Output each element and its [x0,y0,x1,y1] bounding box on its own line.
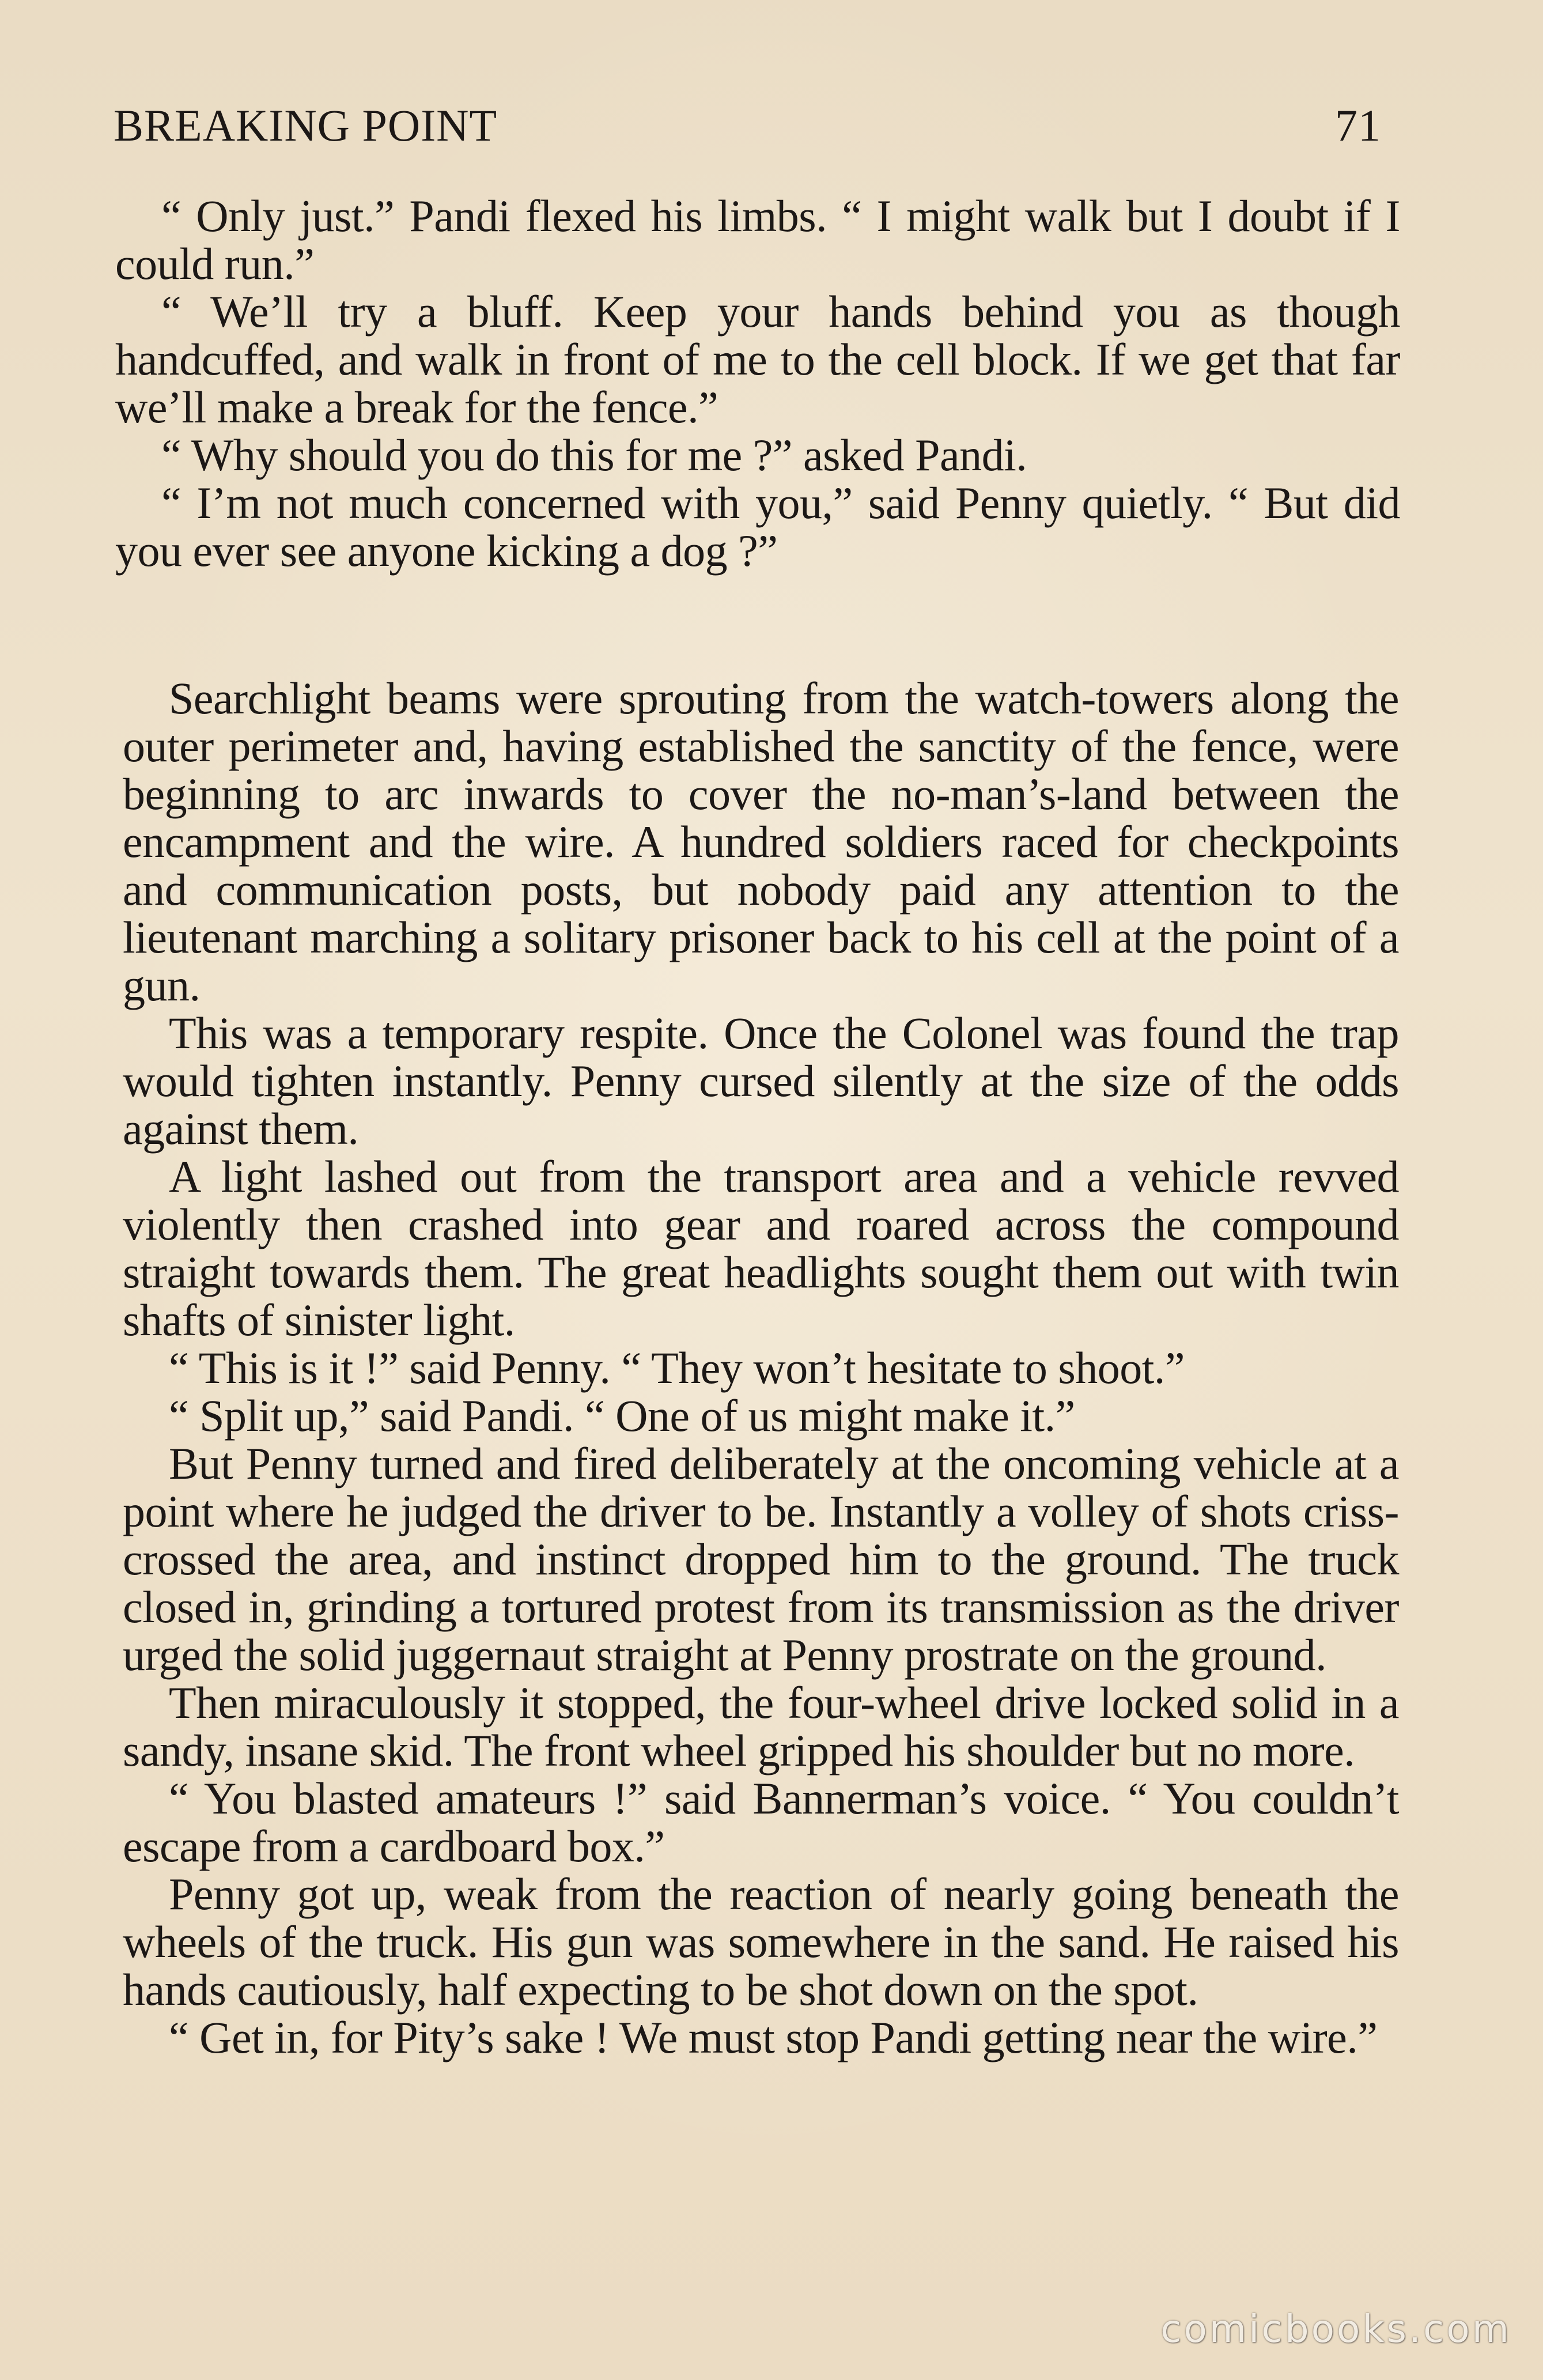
paragraph: But Penny turned and fired deliberately at the oncoming vehicle at a point where he judged the driver to be. Instantly a volley of shots criss-crossed the area, and instinct dropped him to the ground. The truck closed in, grinding a tortured protest from its transmission as the driver urged the solid juggernaut straight at Penny prostrate on the ground. [123,1438,1399,1680]
paragraph: “ Why should you do this for me ?” asked Pandi. [161,430,1027,480]
paragraph: “ Get in, for Pity’s sake ! We must stop Pandi getting near the wire.” [169,2012,1378,2062]
paragraph: “ Split up,” said Pandi. “ One of us might make it.” [169,1391,1075,1441]
paragraph: This was a temporary respite. Once the Colonel was found the trap would tighten instantly. Penny cursed silently at the size of the odds against them. [123,1008,1399,1154]
page-number: 71 [1335,100,1381,150]
running-title: BREAKING POINT [114,100,498,150]
watermark: comicbooks.com [1160,2307,1511,2351]
paragraph: Searchlight beams were sprouting from the watch-towers along the outer perimeter and, having established the sanctity of the fence, were beginning to arc inwards to cover the no-man’s-land between the encampment and the wire. A hundred soldiers raced for checkpoints and communication posts, but nobody paid any attention to the lieutenant marching a solitary prisoner back to his cell at the point of a gun. [123,673,1399,1010]
paragraph: “ I’m not much concerned with you,” said Penny quietly. “ But did you ever see anyone kicking a dog ?” [115,478,1400,576]
paragraph: “ You blasted amateurs !” said Bannerman’s voice. “ You couldn’t escape from a cardboard box.” [123,1773,1399,1871]
running-header [114,97,1381,154]
paragraph: “ We’ll try a bluff. Keep your hands behind you as though handcuffed, and walk in front of me to the cell block. If we get that far we’ll make a break for the fence.” [115,286,1400,432]
text-section-two [123,674,1399,2061]
paragraph: A light lashed out from the transport area and a vehicle revved violently then crashed into gear and roared across the compound straight towards them. The great headlights sought them out with twin shafts of sinister light. [123,1151,1399,1345]
paragraph: “ Only just.” Pandi flexed his limbs. “ I might walk but I doubt if I could run.” [115,191,1400,289]
paragraph: “ This is it !” said Penny. “ They won’t hesitate to shoot.” [169,1343,1185,1393]
paragraph: Penny got up, weak from the reaction of nearly going beneath the wheels of the truck. His gun was somewhere in the sand. He raised his hands cautiously, half expecting to be shot down on the spot. [123,1869,1399,2015]
text-section-one [115,192,1400,575]
paragraph: Then miraculously it stopped, the four-wheel drive locked solid in a sandy, insane skid. The front wheel gripped his shoulder but no more. [123,1678,1399,1775]
